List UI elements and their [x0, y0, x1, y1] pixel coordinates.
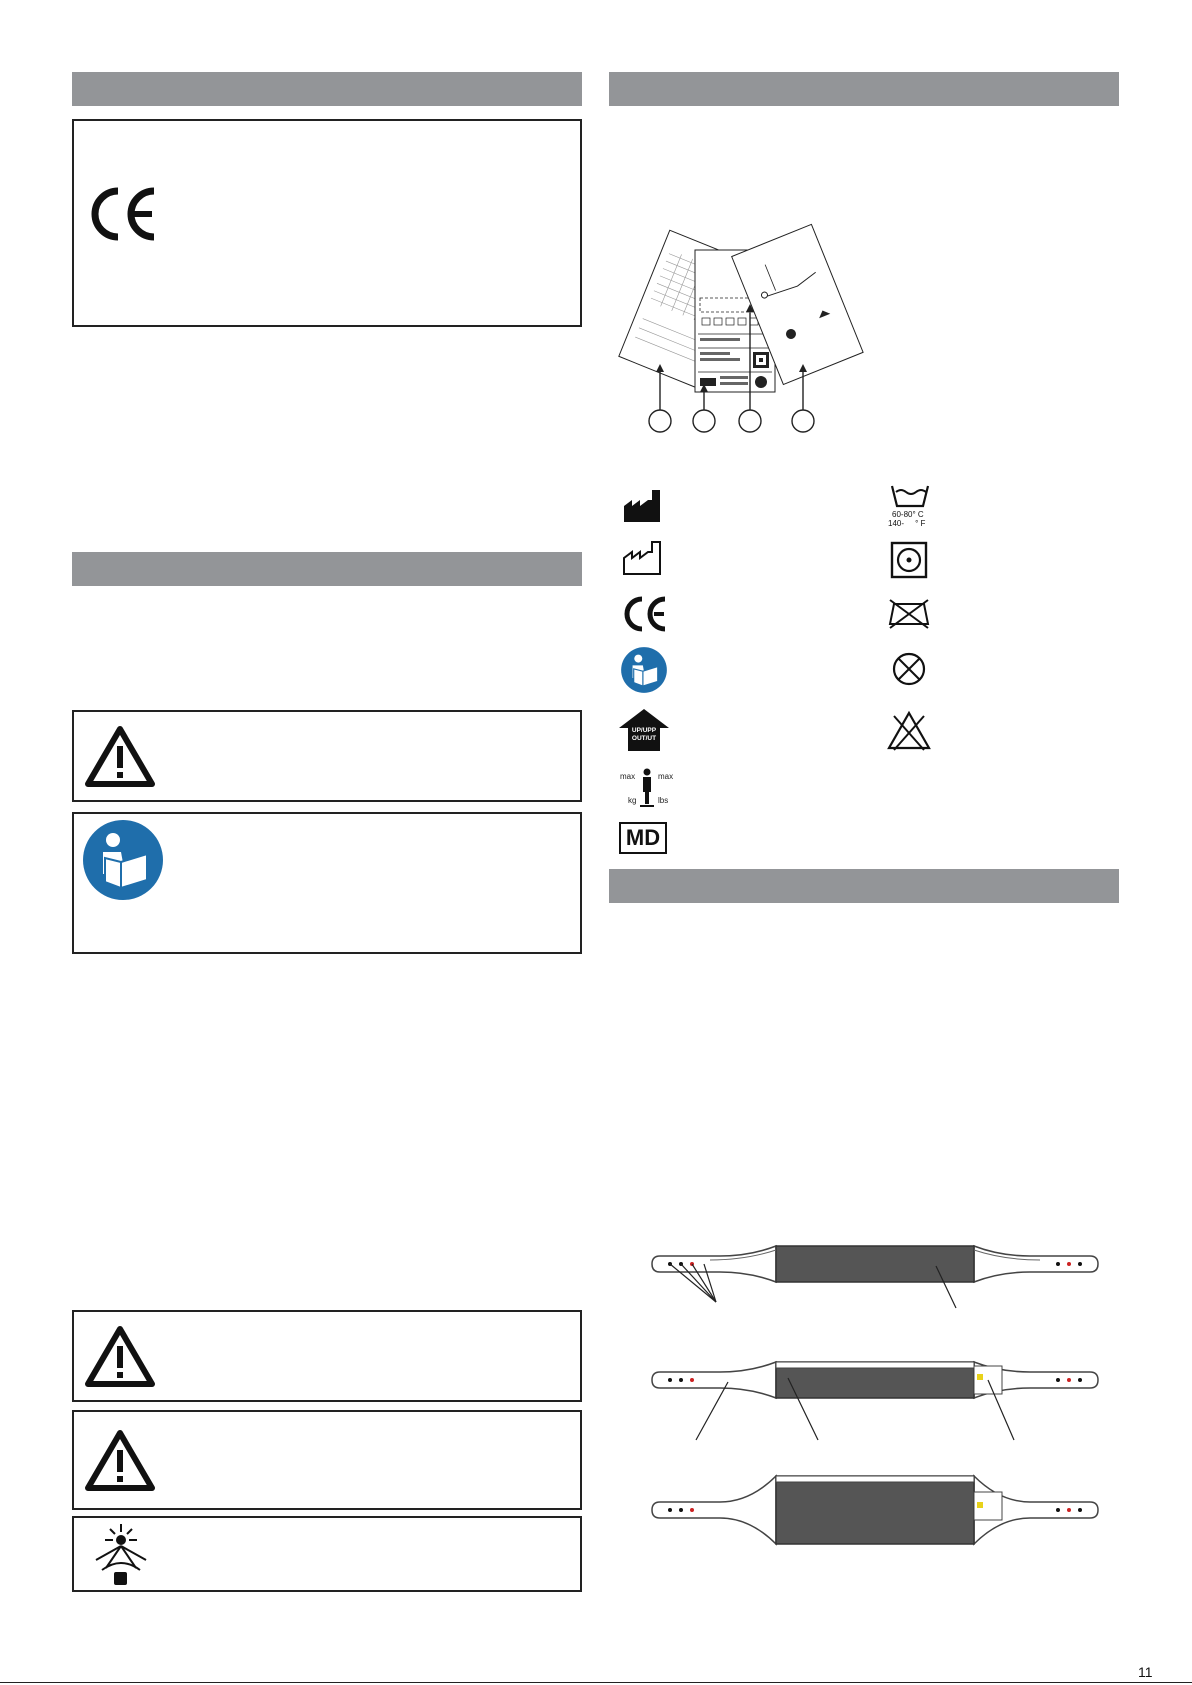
medical-device-icon: MD: [619, 822, 667, 854]
section-header-bar: [72, 72, 582, 106]
up-arrow-icon: [618, 708, 670, 752]
wash-temp-c: 60-80° C: [892, 510, 924, 519]
ce-mark-icon: [88, 187, 158, 241]
read-manual-box: [72, 812, 582, 954]
no-ironing-icon: [886, 598, 932, 630]
warning-triangle-icon: [84, 1428, 156, 1492]
read-manual-icon: [620, 646, 668, 694]
max-right-label: max: [658, 772, 674, 781]
page-number: 11: [1138, 1664, 1153, 1680]
warning-box-2: [72, 1310, 582, 1402]
sling-2: [652, 1362, 1098, 1440]
kg-label: kg: [628, 796, 637, 805]
max-left-label: max: [620, 772, 636, 781]
product-labels-illustration: [608, 222, 898, 442]
section-header-bar: [609, 869, 1119, 903]
read-manual-icon: [81, 818, 165, 902]
ce-mark-icon: [622, 596, 668, 632]
manufacturer-icon: [622, 488, 664, 524]
no-bleach-icon: [886, 710, 932, 752]
max-load-icon: [618, 768, 676, 808]
warning-box-3: [72, 1410, 582, 1510]
wash-60-80-icon: [884, 484, 940, 530]
manufacture-date-icon: [622, 540, 664, 576]
warning-box: [72, 710, 582, 802]
warning-triangle-icon: [84, 1324, 156, 1388]
keep-from-sunlight-icon: [86, 1522, 156, 1588]
tumble-dry-icon: [890, 540, 928, 580]
wash-temp-f: 140- ° F: [888, 519, 926, 528]
up-arrow-label: UP/UPP OUT/UT: [631, 727, 657, 742]
ce-info-box: [72, 119, 582, 327]
no-dry-clean-icon: [890, 650, 928, 688]
sunlight-box: [72, 1516, 582, 1592]
section-header-bar: [609, 72, 1119, 106]
footer-rule: [0, 1682, 1192, 1683]
sling-1: [652, 1246, 1098, 1308]
section-header-bar: [72, 552, 582, 586]
sling-3: [652, 1476, 1098, 1544]
lbs-label: lbs: [658, 796, 669, 805]
warning-triangle-icon: [84, 724, 156, 788]
sling-variants-illustration: [650, 1236, 1100, 1554]
